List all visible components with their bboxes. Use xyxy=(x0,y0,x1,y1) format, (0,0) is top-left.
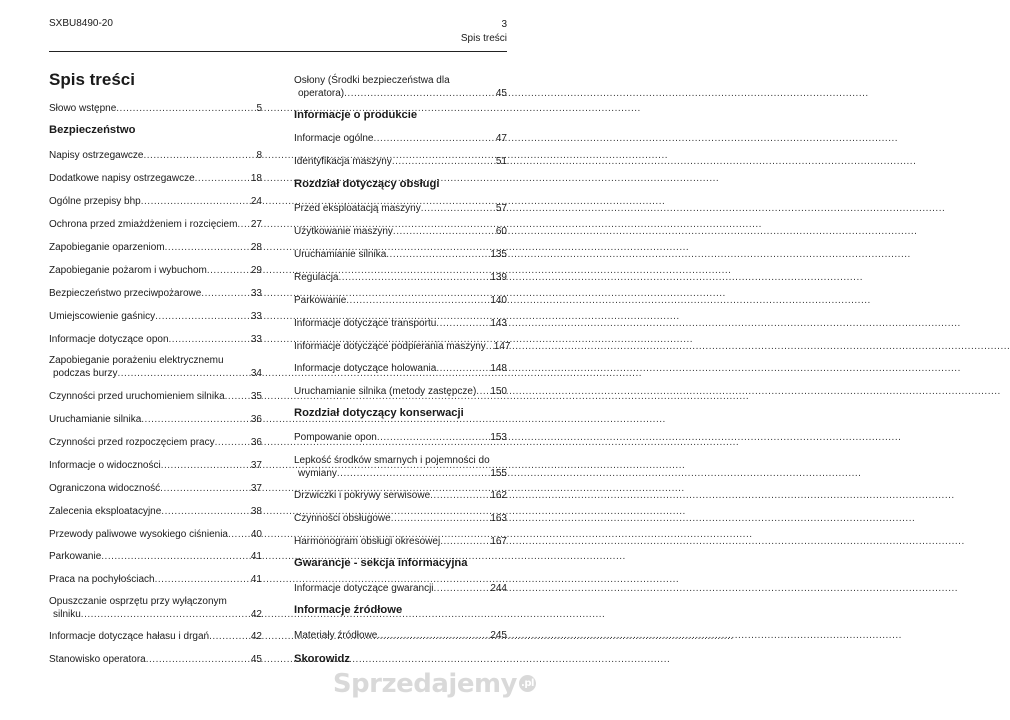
toc-entry[interactable] xyxy=(49,482,262,495)
toc-section-heading: Bezpieczeństwo xyxy=(49,124,136,136)
toc-page-number: 40 xyxy=(250,529,262,540)
toc-entry-text: Pompowanie opon xyxy=(294,432,377,443)
toc-page-number: 139 xyxy=(490,272,507,283)
toc-entry[interactable] xyxy=(49,218,262,231)
toc-entry[interactable] xyxy=(294,271,507,284)
toc-page-number: 153 xyxy=(490,432,507,443)
toc-entry-text: Informacje dotyczące gwarancji xyxy=(294,583,434,594)
toc-page-number: 27 xyxy=(250,219,262,230)
toc-leader-dots xyxy=(377,629,488,642)
toc-leader-dots xyxy=(117,367,248,380)
toc-leader-dots xyxy=(169,333,249,346)
toc-entry-text: Informacje ogólne xyxy=(294,133,374,144)
toc-entry-text: Bezpieczeństwo przeciwpożarowe xyxy=(49,288,202,299)
toc-page-number: 135 xyxy=(490,249,507,260)
toc-leader-dots xyxy=(81,608,249,621)
toc-leader-dots xyxy=(161,505,249,518)
toc-entry-text-line1: Opuszczanie osprzętu przy wyłączonym xyxy=(49,596,227,607)
toc-entry-text: Informacje dotyczące opon xyxy=(49,334,169,345)
toc-page-number: 35 xyxy=(250,391,262,402)
toc-entry-text: Zapobieganie pożarom i wybuchom xyxy=(49,265,207,276)
toc-entry[interactable] xyxy=(49,528,262,541)
toc-entry-text: Zapobieganie oparzeniom xyxy=(49,242,165,253)
toc-leader-dots xyxy=(476,385,488,398)
toc-page-number: 245 xyxy=(490,630,507,641)
toc-entry-text: Ograniczona widoczność xyxy=(49,483,161,494)
toc-entry-text: Uruchamianie silnika (metody zastępcze) xyxy=(294,386,477,397)
header-right xyxy=(461,18,507,46)
toc-leader-dots xyxy=(160,482,249,495)
header-page-title: Spis treści xyxy=(460,33,507,44)
toc-page-number: 36 xyxy=(250,414,262,425)
toc-page-number: 29 xyxy=(250,265,262,276)
toc-page-number: 244 xyxy=(490,583,507,594)
toc-entry-text: Parkowanie xyxy=(294,295,347,306)
header-divider xyxy=(49,51,507,52)
toc-entry[interactable] xyxy=(294,202,507,215)
toc-entry-text: Informacje o widoczności xyxy=(49,460,161,471)
toc-page-number: 150 xyxy=(490,386,507,397)
toc-leader-dots xyxy=(421,202,494,215)
toc-leader-dots xyxy=(430,489,488,502)
toc-leader-dots xyxy=(344,87,494,100)
toc-entry-text: Stanowisko operatora xyxy=(49,654,146,665)
toc-leader-dots xyxy=(346,294,488,307)
toc-page-number: 143 xyxy=(490,318,507,329)
toc-section-heading: Informacje o produkcie xyxy=(294,109,418,121)
toc-entry[interactable] xyxy=(294,74,507,100)
toc-entry-text: Informacje dotyczące podpierania maszyny xyxy=(294,341,486,352)
toc-entry[interactable] xyxy=(294,340,511,353)
toc-entry[interactable] xyxy=(49,241,262,254)
toc-leader-dots xyxy=(393,225,494,238)
toc-entry[interactable] xyxy=(294,294,507,307)
toc-entry[interactable] xyxy=(49,505,262,518)
toc-leader-dots xyxy=(101,550,249,563)
toc-leader-dots xyxy=(146,653,249,666)
toc-entry-text: Czynności przed uruchomieniem silnika xyxy=(49,391,225,402)
toc-entry-text: Czynności przed rozpoczęciem pracy xyxy=(49,437,215,448)
toc-entry-text: Uruchamianie silnika xyxy=(294,249,387,260)
toc-page-number: 42 xyxy=(250,609,262,620)
toc-entry[interactable] xyxy=(294,385,507,398)
toc-page-number: 41 xyxy=(250,551,262,562)
toc-entry-text: operatora) xyxy=(298,88,345,99)
toc-page-number: 42 xyxy=(250,631,262,642)
toc-leader-dots xyxy=(436,317,488,330)
toc-page-number: 33 xyxy=(250,334,262,345)
toc-entry[interactable] xyxy=(294,155,507,168)
toc-leader-dots xyxy=(374,132,494,145)
toc-page-number: 167 xyxy=(490,536,507,547)
toc-entry[interactable] xyxy=(49,102,262,115)
toc-page-number: 28 xyxy=(250,242,262,253)
toc-page-number: 8 xyxy=(256,150,262,161)
toc-page-number: 47 xyxy=(495,133,507,144)
toc-entry-text: Przed eksploatacją maszyny xyxy=(294,203,421,214)
toc-entry-text: Informacje dotyczące holowania xyxy=(294,363,437,374)
toc-entry-text: Ochrona przed zmiażdżeniem i rozcięciem xyxy=(49,219,238,230)
toc-entry-text: Umiejscowienie gaśnicy xyxy=(49,311,156,322)
toc-entry[interactable] xyxy=(294,225,507,238)
toc-leader-dots xyxy=(392,155,494,168)
toc-leader-dots xyxy=(155,573,249,586)
toc-page-number: 24 xyxy=(250,196,262,207)
toc-page-number: 41 xyxy=(250,574,262,585)
toc-entry-text: Napisy ostrzegawcze xyxy=(49,150,144,161)
toc-entry[interactable] xyxy=(49,172,262,185)
toc-page-number: 33 xyxy=(250,311,262,322)
toc-entry-text: podczas burzy xyxy=(53,368,118,379)
toc-entry-text: Uruchamianie silnika xyxy=(49,414,142,425)
toc-entry[interactable] xyxy=(49,310,262,323)
toc-entry-text: Zalecenia eksploatacyjne xyxy=(49,506,162,517)
toc-entry[interactable] xyxy=(49,459,262,472)
toc-entry[interactable] xyxy=(294,431,507,444)
toc-entry[interactable] xyxy=(294,362,507,375)
toc-entry[interactable] xyxy=(294,317,507,330)
toc-entry[interactable] xyxy=(294,512,507,525)
toc-leader-dots xyxy=(195,172,249,185)
toc-page-number: 148 xyxy=(490,363,507,374)
toc-title: Spis treści xyxy=(49,70,135,89)
toc-leader-dots xyxy=(434,582,489,595)
toc-entry[interactable] xyxy=(294,454,507,480)
toc-page-number: 45 xyxy=(250,654,262,665)
toc-entry-text: Słowo wstępne xyxy=(49,103,117,114)
toc-entry[interactable] xyxy=(49,595,262,621)
toc-leader-dots xyxy=(386,248,488,261)
toc-entry[interactable] xyxy=(294,489,507,502)
toc-page-number: 147 xyxy=(493,341,511,352)
toc-entry-text: Praca na pochyłościach xyxy=(49,574,155,585)
toc-entry-text: Użytkowanie maszyny xyxy=(294,226,393,237)
toc-leader-dots xyxy=(215,436,249,449)
toc-entry-text: Informacje dotyczące hałasu i drgań xyxy=(49,631,210,642)
toc-page-number: 51 xyxy=(495,156,507,167)
toc-section-heading: Rozdział dotyczący konserwacji xyxy=(294,407,464,419)
toc-entry[interactable] xyxy=(294,582,507,595)
toc-leader-dots xyxy=(228,528,249,541)
toc-section-heading: Gwarancje - sekcja informacyjna xyxy=(294,557,468,569)
toc-leader-dots xyxy=(440,535,488,548)
toc-section-heading: Rozdział dotyczący obsługi xyxy=(294,178,440,190)
toc-entry-text: Przewody paliwowe wysokiego ciśnienia xyxy=(49,529,228,540)
toc-page-number: 163 xyxy=(490,513,507,524)
toc-entry-text: Materiały źródłowe xyxy=(294,630,378,641)
toc-leader-dots xyxy=(436,362,488,375)
toc-entry-text: Informacje dotyczące transportu xyxy=(294,318,437,329)
toc-leader-dots xyxy=(141,413,249,426)
toc-leader-dots xyxy=(165,241,249,254)
toc-entry[interactable] xyxy=(49,550,262,563)
page-number: 3 xyxy=(501,19,507,30)
toc-entry[interactable] xyxy=(49,573,262,586)
toc-leader-dots xyxy=(155,310,249,323)
toc-entry-text: Czynności obsługowe xyxy=(294,513,391,524)
toc-entry-text: Parkowanie xyxy=(49,551,102,562)
toc-page-number: 140 xyxy=(490,295,507,306)
toc-entry-text: Dodatkowe napisy ostrzegawcze xyxy=(49,173,195,184)
toc-entry[interactable] xyxy=(49,630,262,643)
toc-section-heading: Skorowidz xyxy=(294,653,350,665)
toc-entry[interactable] xyxy=(49,413,262,426)
toc-leader-dots xyxy=(377,431,488,444)
toc-leader-dots xyxy=(337,467,488,480)
toc-page-number: 155 xyxy=(490,468,507,479)
toc-entry-text-line1: Lepkość środków smarnych i pojemności do xyxy=(294,455,490,466)
toc-entry[interactable] xyxy=(49,354,262,380)
toc-page-number: 60 xyxy=(495,226,507,237)
toc-page-number: 36 xyxy=(250,437,262,448)
toc-entry[interactable] xyxy=(49,436,262,449)
toc-page-number: 33 xyxy=(250,288,262,299)
toc-page-number: 37 xyxy=(250,460,262,471)
toc-page-number: 34 xyxy=(250,368,262,379)
toc-entry[interactable] xyxy=(49,333,262,346)
toc-leader-dots xyxy=(141,195,249,208)
watermark: Sprzedajemy .pl xyxy=(333,669,536,699)
toc-entry[interactable] xyxy=(294,248,507,261)
toc-entry[interactable] xyxy=(49,390,262,403)
toc-leader-dots xyxy=(143,149,254,162)
toc-leader-dots xyxy=(209,630,249,643)
toc-page-number: 57 xyxy=(495,203,507,214)
toc-page-number: 5 xyxy=(256,103,262,114)
toc-entry[interactable] xyxy=(294,629,507,642)
toc-entry-text: Regulacja xyxy=(294,272,339,283)
toc-entry-text: Identyfikacja maszyny xyxy=(294,156,392,167)
document-code: SXBU8490-20 xyxy=(49,18,113,29)
toc-leader-dots xyxy=(201,287,249,300)
toc-leader-dots xyxy=(338,271,488,284)
toc-entry-text-line1: Osłony (Środki bezpieczeństwa dla xyxy=(294,75,450,86)
toc-page-number: 38 xyxy=(250,506,262,517)
toc-entry[interactable] xyxy=(49,653,262,666)
toc-page-number: 162 xyxy=(490,490,507,501)
toc-entry-text: silniku xyxy=(53,609,81,620)
toc-leader-dots xyxy=(161,459,249,472)
toc-entry[interactable] xyxy=(49,264,262,277)
toc-leader-dots xyxy=(391,512,489,525)
toc-entry[interactable] xyxy=(294,132,507,145)
toc-entry[interactable] xyxy=(294,535,507,548)
toc-entry[interactable] xyxy=(49,149,262,162)
toc-entry-text: Harmonogram obsługi okresowej xyxy=(294,536,441,547)
toc-leader-dots xyxy=(237,218,248,231)
toc-entry-text-line1: Zapobieganie porażeniu elektrycznemu xyxy=(49,355,224,366)
watermark-dot-icon: .pl xyxy=(519,675,536,692)
toc-entry[interactable] xyxy=(49,195,262,208)
toc-leader-dots xyxy=(207,264,249,277)
toc-page-number: 37 xyxy=(250,483,262,494)
toc-entry-text: wymiany xyxy=(298,468,337,479)
toc-entry[interactable] xyxy=(49,287,262,300)
toc-page-number: 18 xyxy=(250,173,262,184)
toc-section-heading: Informacje źródłowe xyxy=(294,604,403,616)
toc-leader-dots xyxy=(225,390,249,403)
toc-leader-dots xyxy=(116,102,254,115)
toc-entry-text: Ogólne przepisy bhp xyxy=(49,196,141,207)
toc-page-number: 45 xyxy=(495,88,507,99)
toc-entry-text: Drzwiczki i pokrywy serwisowe xyxy=(294,490,431,501)
